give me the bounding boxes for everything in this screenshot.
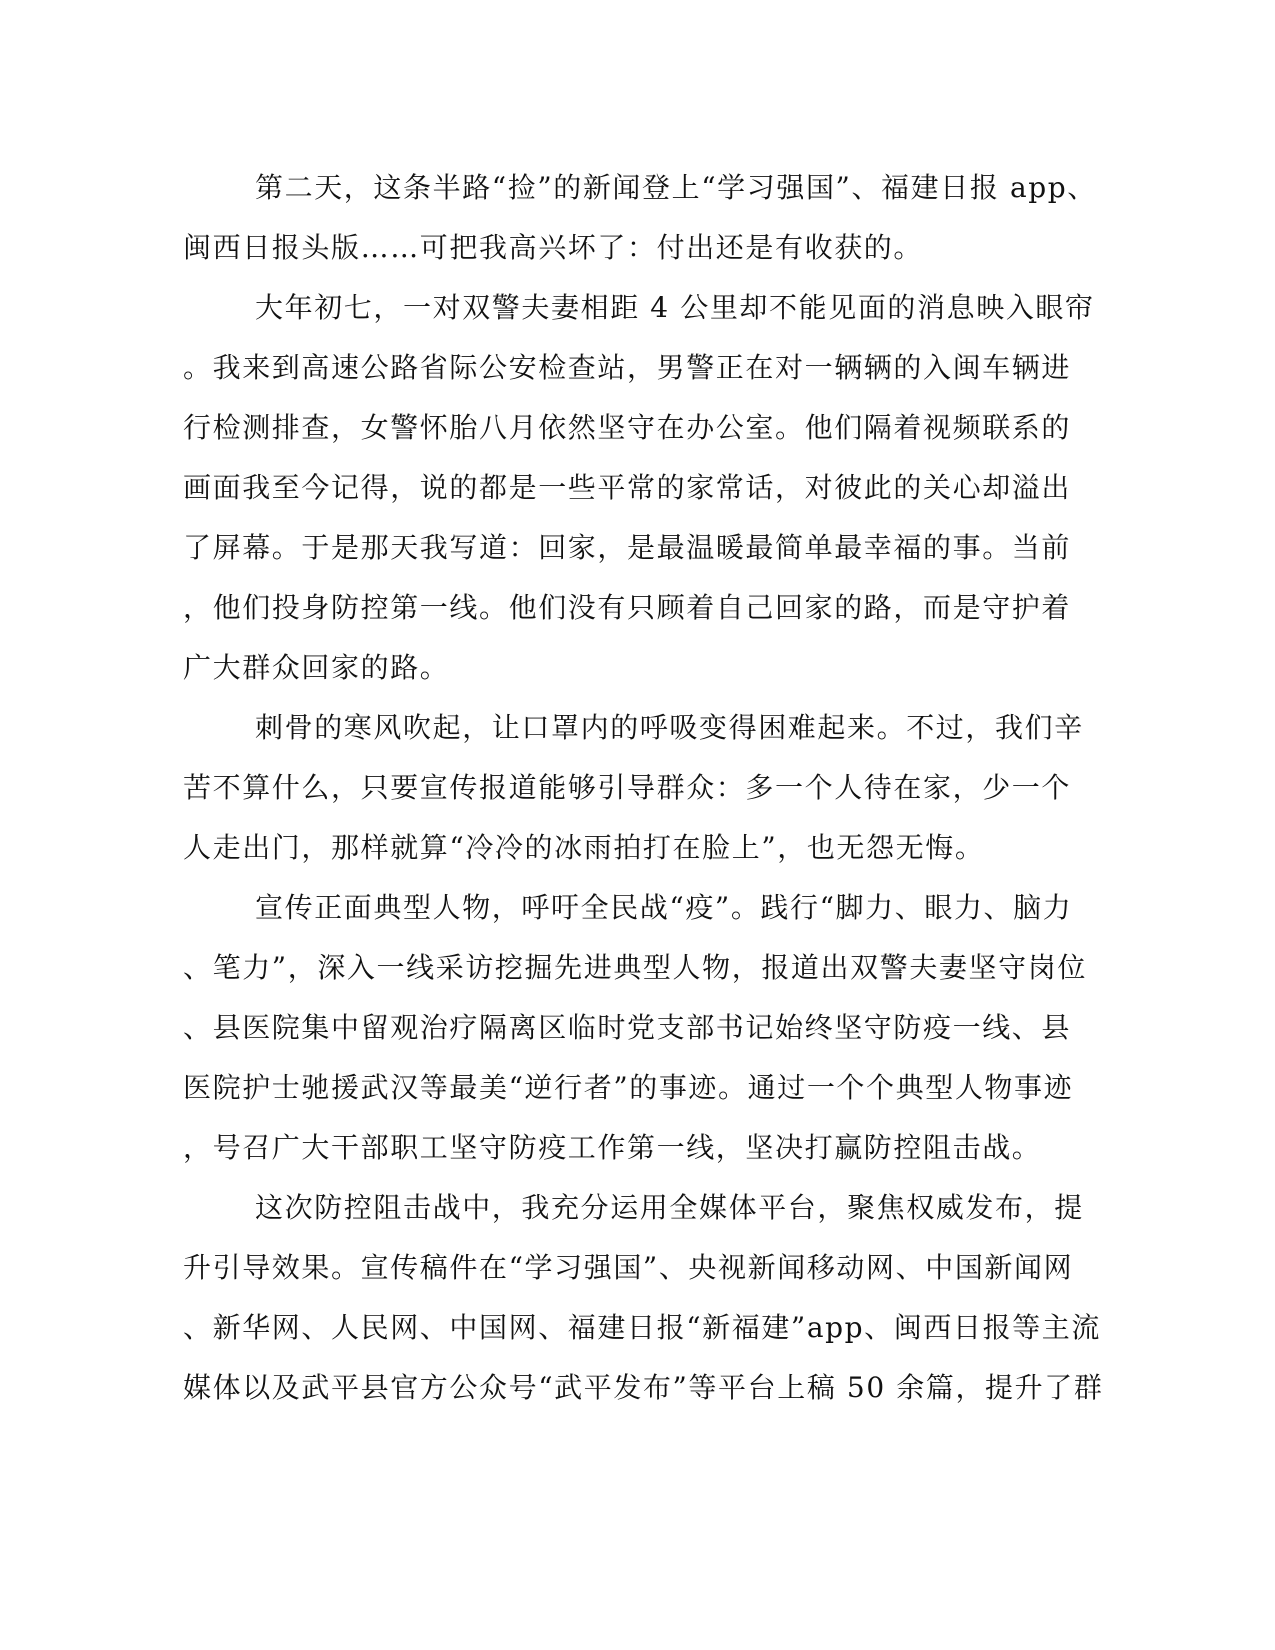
text-line: 第二天，这条半路“捡”的新闻登上“学习强国”、福建日报 app、 [255, 171, 1097, 204]
text-line: 。我来到高速公路省际公安检查站，男警正在对一辆辆的入闽车辆进 [183, 351, 1072, 384]
text-line: 、新华网、人民网、中国网、福建日报“新福建”app、闽西日报等主流 [183, 1311, 1101, 1344]
paragraph-4 [183, 878, 1087, 1178]
text-line: 行检测排查，女警怀胎八月依然坚守在办公室。他们隔着视频联系的 [183, 411, 1072, 444]
text-line: 这次防控阻击战中，我充分运用全媒体平台，聚焦权威发布，提 [255, 1191, 1084, 1224]
text-line: 人走出门，那样就算“冷冷的冰雨拍打在脸上”，也无怨无悔。 [183, 831, 985, 864]
text-line: 、县医院集中留观治疗隔离区临时党支部书记始终坚守防疫一线、县 [183, 1011, 1072, 1044]
text-line: 、笔力”，深入一线采访挖掘先进典型人物，报道出双警夫妻坚守岗位 [183, 951, 1087, 984]
paragraph-5 [183, 1178, 1104, 1418]
text-line: 刺骨的寒风吹起，让口罩内的呼吸变得困难起来。不过，我们辛 [255, 711, 1084, 744]
text-line: ，号召广大干部职工坚守防疫工作第一线，坚决打赢防控阻击战。 [183, 1131, 1042, 1164]
paragraph-1 [183, 158, 1097, 278]
paragraph-3 [183, 698, 1084, 878]
text-line: ，他们投身防控第一线。他们没有只顾着自己回家的路，而是守护着 [183, 591, 1072, 624]
document-body [183, 158, 1104, 1418]
paragraph-2 [183, 278, 1095, 698]
text-line: 大年初七，一对双警夫妻相距 4 公里却不能见面的消息映入眼帘 [255, 291, 1095, 324]
text-line: 苦不算什么，只要宣传报道能够引导群众：多一个人待在家，少一个 [183, 771, 1072, 804]
text-line: 宣传正面典型人物，呼吁全民战“疫”。践行“脚力、眼力、脑力 [255, 891, 1073, 924]
text-line: 升引导效果。宣传稿件在“学习强国”、央视新闻移动网、中国新闻网 [183, 1251, 1074, 1284]
text-line: 媒体以及武平县官方公众号“武平发布”等平台上稿 50 余篇，提升了群 [183, 1371, 1104, 1404]
text-line: 画面我至今记得，说的都是一些平常的家常话，对彼此的关心却溢出 [183, 471, 1072, 504]
text-line: 闽西日报头版……可把我高兴坏了：付出还是有收获的。 [183, 231, 924, 264]
text-line: 了屏幕。于是那天我写道：回家，是最温暖最简单最幸福的事。当前 [183, 531, 1072, 564]
text-line: 广大群众回家的路。 [183, 651, 450, 684]
text-line: 医院护士驰援武汉等最美“逆行者”的事迹。通过一个个典型人物事迹 [183, 1071, 1074, 1104]
